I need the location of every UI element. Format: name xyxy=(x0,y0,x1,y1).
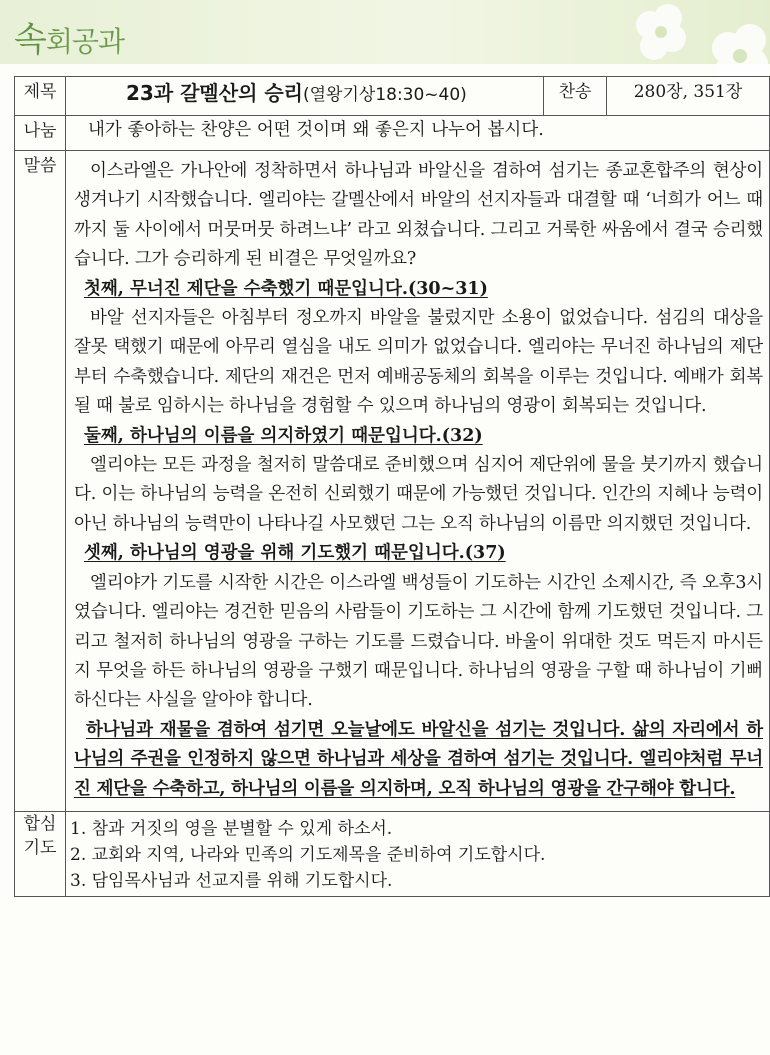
sermon-label: 말씀 xyxy=(15,151,66,812)
share-cell xyxy=(66,116,770,151)
share-question: 내가 좋아하는 찬양은 어떤 것이며 왜 좋은지 나누어 봅시다. xyxy=(88,120,544,140)
prayer-label-line1: 합심 xyxy=(23,813,57,834)
prayer-item: 2. 교회와 지역, 나라와 민족의 기도제목을 준비하여 기도합시다. xyxy=(70,844,546,865)
section-title-rest: 회공과 xyxy=(45,25,125,58)
point3-heading xyxy=(74,539,763,568)
lesson-table xyxy=(14,76,770,897)
prayer-label-line2: 기도 xyxy=(23,837,57,858)
lesson-title xyxy=(66,77,543,106)
prayer-label xyxy=(15,811,66,896)
prayer-row xyxy=(15,811,770,896)
section-title-first-char: 속 xyxy=(14,20,46,60)
point1-heading-text: 첫째, 무너진 제단을 수축했기 때문입니다.(30~31) xyxy=(84,278,488,299)
hymn-label: 찬송 xyxy=(544,77,607,116)
share-row xyxy=(15,116,770,151)
prayer-item: 3. 담임목사님과 선교지를 위해 기도합시다. xyxy=(70,870,393,891)
hymn-numbers: 280장, 351장 xyxy=(607,77,770,116)
sermon-row xyxy=(15,151,770,812)
sermon-intro: 이스라엘은 가나안에 정착하면서 하나님과 바알신을 겸하여 섬기는 종교혼합주의 현상이 생겨나기 시작했습니다. 엘리야는 갈멜산에서 바알의 선지자들과 대결할 때 ‘너희가 어느 때까지 둘 사이에서 머뭇머뭇 하려느냐’ 라고 외쳤습니다. 그리고 거룩한 싸움에서 결국 승리했습니다. 그가 승리하게 된 비결은 무엇일까요? xyxy=(74,161,763,270)
point3-body: 엘리야가 기도를 시작한 시간은 이스라엘 백성들이 기도하는 시간인 소제시간, 즉 오후3시였습니다. 엘리야는 경건한 믿음의 사람들이 기도하는 그 시간에 함께 기도했던 것입니다. 그리고 철저히 하나님의 영광을 구하는 기도를 드렸습니다. 바울이 위대한 것도 먹든지 마시든지 무엇을 하든 하나님의 영광을 구했기 때문입니다. 하나님의 영광을 구할 때 하나님이 기뻐하신다는 사실을 알아야 합니다. xyxy=(74,572,763,711)
point2-body: 엘리야는 모든 과정을 철저히 말씀대로 준비했으며 심지어 제단위에 물을 붓기까지 했습니다. 이는 하나님의 능력을 온전히 신뢰했기 때문에 가능했던 것입니다. 인간의 지혜나 능력이 아닌 하나님의 능력만이 나타나길 사모했던 그는 오직 하나님의 이름만 의지했던 것입니다. xyxy=(74,455,763,534)
section-title xyxy=(14,12,124,61)
title-row xyxy=(15,77,770,116)
lesson-title-text: 23과 갈멜산의 승리 xyxy=(126,81,303,105)
title-cell xyxy=(66,77,544,116)
prayer-list xyxy=(66,811,770,896)
sermon-conclusion: 하나님과 재물을 겸하여 섬기면 오늘날에도 바알신을 섬기는 것입니다. 삶의 자리에서 하나님의 주권을 인정하지 않으면 하나님과 세상을 겸하여 섬기는 것입니다. 엘리야처럼 무너진 제단을 수축하고, 하나님의 이름을 의지하며, 오직 하나님의 영광을 간구해야 합니다. xyxy=(74,719,763,799)
point2-heading-text: 둘째, 하나님의 이름을 의지하였기 때문입니다.(32) xyxy=(84,425,483,446)
sermon-body xyxy=(66,151,770,812)
point2-heading xyxy=(74,422,763,451)
point1-body: 바알 선지자들은 아침부터 정오까지 바알을 불렀지만 소용이 없었습니다. 섬김의 대상을 잘못 택했기 때문에 아무리 열심을 내도 의미가 없었습니다. 엘리야는 무너진 하나님의 제단부터 수축했습니다. 제단의 재건은 먼저 예배공동체의 회복을 이루는 것입니다. 예배가 회복 될 때 불로 임하시는 하나님을 경험할 수 있으며 하나님의 영광이 회복되는 것입니다. xyxy=(74,308,763,417)
prayer-item: 1. 참과 거짓의 영을 분별할 수 있게 하소서. xyxy=(70,818,393,839)
point1-heading xyxy=(74,275,763,304)
title-label: 제목 xyxy=(15,77,66,116)
point3-heading-text: 셋째, 하나님의 영광을 위해 기도했기 때문입니다.(37) xyxy=(84,543,506,564)
share-label: 나눔 xyxy=(15,116,66,151)
scripture-reference: (열왕기상18:30~40) xyxy=(303,85,467,105)
